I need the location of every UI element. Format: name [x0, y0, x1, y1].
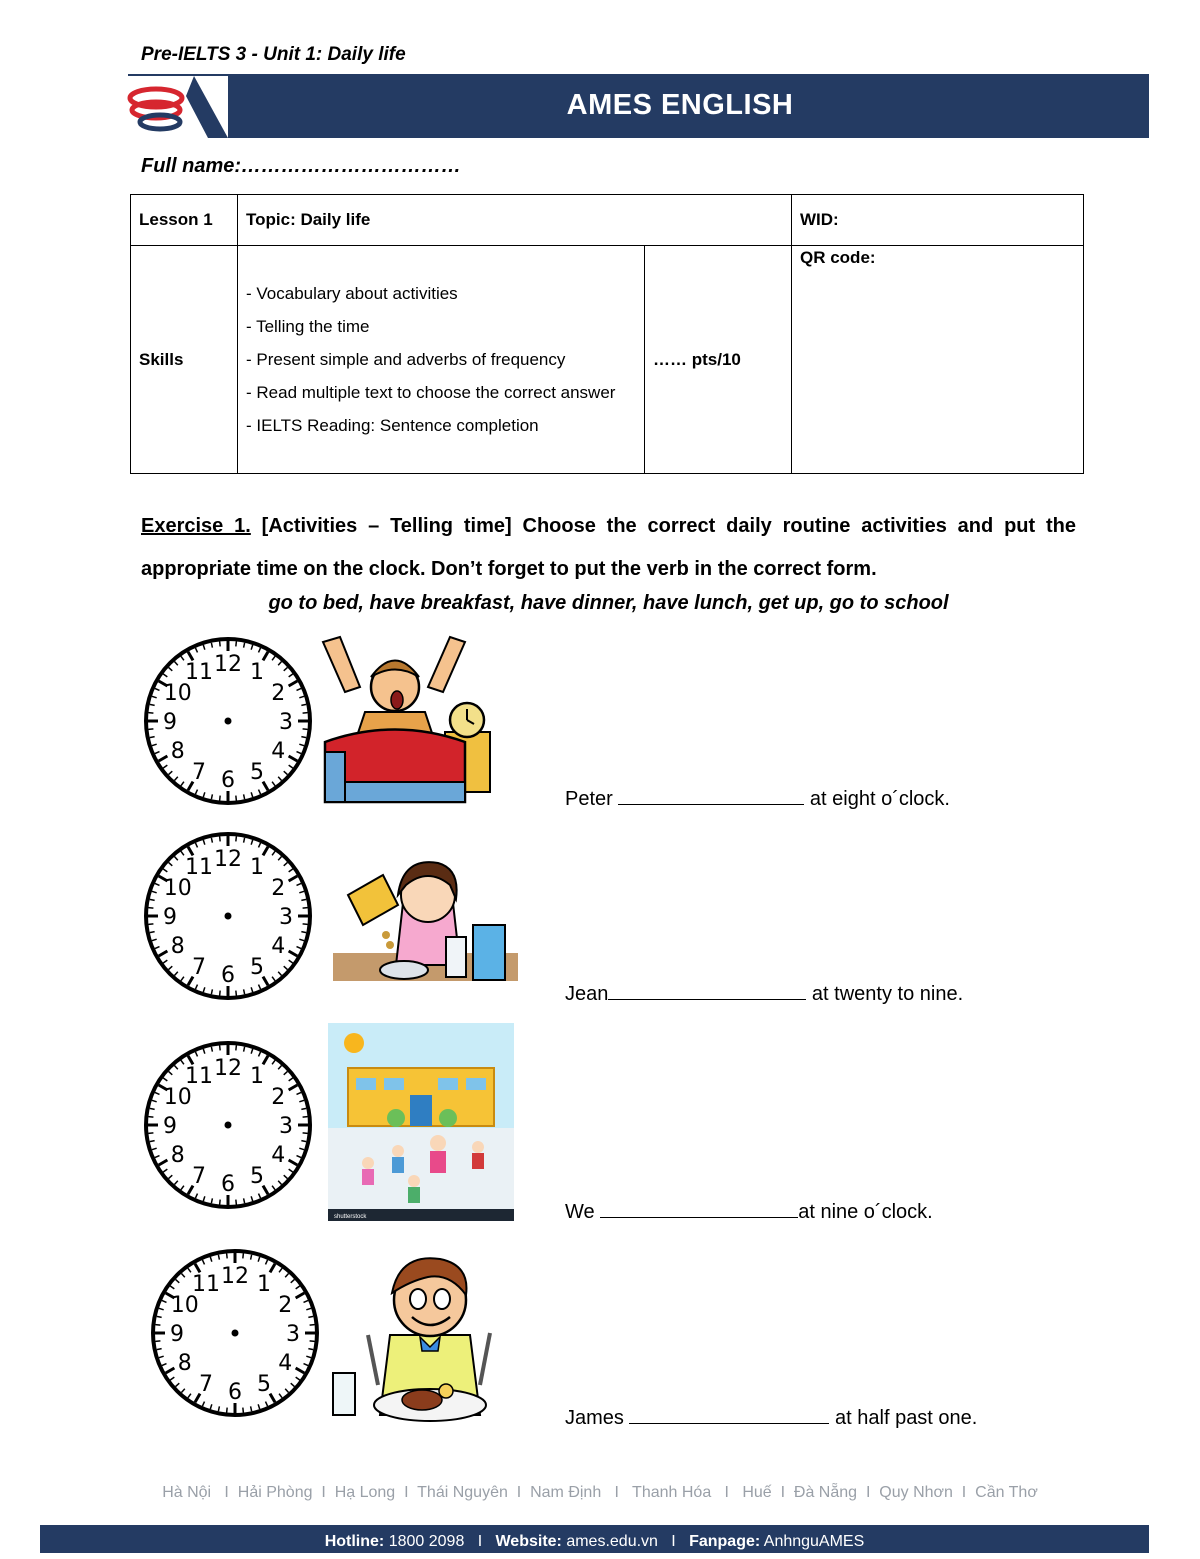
- clock-tick: [303, 924, 308, 925]
- clock-number: 5: [250, 1164, 264, 1190]
- website-link[interactable]: ames.edu.vn: [566, 1533, 658, 1550]
- clock-tick: [236, 641, 237, 646]
- clock-number: 1: [250, 1063, 264, 1089]
- clock-tick: [220, 1045, 221, 1050]
- clock-tick: [220, 1200, 221, 1205]
- brand-name: AMES ENGLISH: [566, 89, 794, 121]
- clock-tick: [301, 1108, 306, 1109]
- have-breakfast-illustration: [328, 855, 518, 985]
- get-up-illustration: [315, 632, 500, 808]
- clock-number: 6: [221, 1172, 235, 1197]
- clock-tick: [303, 908, 308, 909]
- clock-tick: [244, 989, 245, 994]
- branch-cities: Hà Nội I Hải Phòng I Hạ Long I Thái Nguyên I Nam Định I Thanh Hóa I Huế I Đà Nẵng I Quy Nhơn I Cần Thơ: [162, 1484, 1038, 1501]
- clock-tick: [308, 1316, 313, 1317]
- clock-tick: [155, 1341, 160, 1342]
- clock-number: 8: [177, 1351, 192, 1376]
- clock-tick: [148, 713, 153, 714]
- clock-tick: [243, 1408, 244, 1413]
- sentence-rest: at half past one.: [829, 1407, 978, 1429]
- clock-tick: [150, 899, 155, 900]
- answer-blank[interactable]: [618, 786, 804, 805]
- clock-number: 4: [271, 934, 286, 959]
- clock-number: 9: [170, 1322, 184, 1347]
- clock-tick: [301, 704, 306, 705]
- sentence-jean: [565, 981, 963, 1006]
- fanpage-label: Fanpage:: [689, 1533, 761, 1550]
- clock-face-3[interactable]: [143, 1040, 313, 1210]
- clock-tick: [236, 836, 237, 841]
- sentence-rest: at twenty to nine.: [806, 983, 964, 1005]
- answer-blank[interactable]: [608, 981, 806, 1000]
- clock-tick: [244, 1047, 245, 1052]
- skills-list-cell: [238, 246, 645, 474]
- fanpage-link[interactable]: AnhnguAMES: [763, 1533, 865, 1550]
- clock-number: 12: [214, 1056, 242, 1081]
- clock-tick: [157, 1349, 162, 1350]
- exercise-instructions: [141, 505, 1076, 591]
- clock-number: 7: [192, 955, 206, 981]
- hotline-label: Hotline:: [324, 1533, 385, 1550]
- clock-number: 5: [250, 955, 264, 981]
- clock-number: 4: [271, 1143, 286, 1168]
- clock-tick: [244, 838, 245, 843]
- clock-tick: [236, 796, 237, 801]
- clock-number: 2: [271, 681, 286, 706]
- clock-number: 11: [185, 659, 213, 685]
- clock-number: 2: [278, 1293, 293, 1318]
- clock-tick: [251, 1255, 252, 1260]
- sentence-subject: Jean: [565, 983, 609, 1005]
- sentence-we: [565, 1199, 933, 1224]
- clock-tick: [227, 1408, 228, 1413]
- clock-tick: [211, 1047, 212, 1052]
- clock-tick: [236, 1045, 237, 1050]
- clock-number: 8: [170, 1143, 185, 1168]
- clock-center: [232, 1330, 239, 1337]
- footer-separator: I: [671, 1533, 676, 1550]
- clock-tick: [227, 1253, 228, 1258]
- sentence-rest: at eight o´clock.: [804, 788, 950, 810]
- clock-tick: [236, 991, 237, 996]
- hotline-number[interactable]: 1800 2098: [388, 1533, 465, 1550]
- clock-number: 10: [163, 681, 192, 706]
- clock-number: 3: [279, 1114, 293, 1139]
- clock-tick: [211, 794, 212, 799]
- sentence-subject: Peter: [565, 788, 619, 810]
- clock-center: [225, 718, 232, 725]
- skill-item: - Telling the time: [246, 316, 370, 336]
- clock-tick: [148, 1133, 153, 1134]
- clock-center: [225, 1122, 232, 1129]
- clock-tick: [308, 1349, 313, 1350]
- clock-tick: [150, 1141, 155, 1142]
- clock-tick: [303, 713, 308, 714]
- skill-item: - Read multiple text to choose the correct answer: [246, 382, 616, 402]
- word-bank: go to bed, have breakfast, have dinner, have lunch, get up, go to school: [268, 592, 949, 614]
- topic-cell: Topic: Daily life: [238, 195, 792, 246]
- sentence-james: [565, 1405, 977, 1430]
- answer-blank[interactable]: [600, 1199, 798, 1218]
- clock-tick: [211, 838, 212, 843]
- clock-number: 12: [221, 1264, 249, 1289]
- clock-tick: [244, 643, 245, 648]
- skill-item: - IELTS Reading: Sentence completion: [246, 415, 539, 435]
- clock-tick: [148, 1117, 153, 1118]
- clock-number: 12: [214, 847, 242, 872]
- clock-number: 8: [170, 934, 185, 959]
- sentence-peter: [565, 786, 950, 811]
- clock-tick: [301, 899, 306, 900]
- sentence-subject: James: [565, 1407, 630, 1429]
- points-cell: …… pts/10: [645, 246, 792, 474]
- clock-tick: [310, 1341, 315, 1342]
- clock-number: 7: [199, 1372, 213, 1398]
- clock-tick: [148, 924, 153, 925]
- clock-tick: [155, 1325, 160, 1326]
- clock-number: 1: [257, 1271, 271, 1297]
- clock-center: [225, 913, 232, 920]
- skill-item: - Present simple and adverbs of frequency: [246, 349, 566, 369]
- clock-number: 9: [163, 905, 177, 930]
- clock-tick: [251, 1406, 252, 1411]
- ames-logo: [124, 76, 228, 138]
- clock-face-1[interactable]: [143, 636, 313, 806]
- clock-number: 3: [279, 710, 293, 735]
- clock-number: 3: [279, 905, 293, 930]
- have-lunch-illustration: [330, 1255, 520, 1427]
- clock-number: 10: [163, 876, 192, 901]
- clock-tick: [211, 1198, 212, 1203]
- clock-tick: [220, 991, 221, 996]
- go-to-school-illustration: [328, 1023, 514, 1221]
- clock-tick: [301, 932, 306, 933]
- clock-tick: [220, 641, 221, 646]
- clock-number: 9: [163, 710, 177, 735]
- clock-number: 6: [221, 768, 235, 793]
- answer-blank[interactable]: [629, 1405, 829, 1424]
- clock-tick: [218, 1406, 219, 1411]
- clock-number: 1: [250, 659, 264, 685]
- clock-tick: [301, 1141, 306, 1142]
- clock-tick: [218, 1255, 219, 1260]
- clock-number: 7: [192, 760, 206, 786]
- lesson-info-table: [130, 194, 1084, 474]
- clock-face-4[interactable]: [150, 1248, 320, 1418]
- exercise-label: Exercise 1.: [141, 515, 251, 537]
- clock-number: 2: [271, 1085, 286, 1110]
- clock-tick: [244, 1198, 245, 1203]
- footer-separator: I: [477, 1533, 483, 1550]
- sentence-rest: at nine o´clock.: [798, 1201, 933, 1223]
- document-header-title: Pre-IELTS 3 - Unit 1: Daily life: [141, 44, 406, 65]
- clock-number: 8: [170, 739, 185, 764]
- clock-tick: [220, 796, 221, 801]
- clock-number: 6: [228, 1380, 242, 1405]
- sentence-subject: We: [565, 1201, 601, 1223]
- clock-number: 3: [286, 1322, 300, 1347]
- skill-item: - Vocabulary about activities: [246, 283, 458, 303]
- qr-code-cell: QR code:: [792, 246, 1084, 474]
- full-name-field[interactable]: Full name:……………………………: [141, 155, 462, 177]
- skills-label-cell: Skills: [131, 246, 238, 474]
- clock-number: 5: [250, 760, 264, 786]
- clock-tick: [303, 1117, 308, 1118]
- clock-number: 11: [192, 1271, 220, 1297]
- clock-tick: [211, 989, 212, 994]
- contact-footer: [40, 1525, 1149, 1553]
- clock-tick: [211, 643, 212, 648]
- clock-tick: [150, 737, 155, 738]
- clock-tick: [243, 1253, 244, 1258]
- clock-tick: [310, 1325, 315, 1326]
- clock-tick: [150, 704, 155, 705]
- clock-tick: [150, 1108, 155, 1109]
- exercise-text: [Activities – Telling time] Choose the correct daily routine activities and put the appropriate time on the clock. Don’t forget to put the verb in the correct form.: [141, 515, 1077, 580]
- clock-tick: [220, 836, 221, 841]
- clock-number: 12: [214, 652, 242, 677]
- clock-tick: [236, 1200, 237, 1205]
- clock-tick: [157, 1316, 162, 1317]
- clock-tick: [301, 737, 306, 738]
- clock-number: 9: [163, 1114, 177, 1139]
- clock-number: 1: [250, 854, 264, 880]
- clock-tick: [303, 1133, 308, 1134]
- clock-tick: [148, 729, 153, 730]
- clock-tick: [244, 794, 245, 799]
- website-label: Website:: [495, 1533, 562, 1550]
- clock-number: 6: [221, 963, 235, 988]
- lesson-cell: Lesson 1: [131, 195, 238, 246]
- clock-number: 4: [271, 739, 286, 764]
- clock-tick: [148, 908, 153, 909]
- clock-number: 11: [185, 854, 213, 880]
- shutterstock-watermark: shutterstock: [334, 1214, 367, 1220]
- clock-number: 7: [192, 1164, 206, 1190]
- clock-number: 5: [257, 1372, 271, 1398]
- clock-number: 10: [170, 1293, 199, 1318]
- clock-number: 4: [278, 1351, 293, 1376]
- clock-face-2[interactable]: [143, 831, 313, 1001]
- clock-number: 2: [271, 876, 286, 901]
- wid-cell: WID:: [792, 195, 1084, 246]
- clock-number: 10: [163, 1085, 192, 1110]
- clock-tick: [303, 729, 308, 730]
- clock-number: 11: [185, 1063, 213, 1089]
- clock-tick: [150, 932, 155, 933]
